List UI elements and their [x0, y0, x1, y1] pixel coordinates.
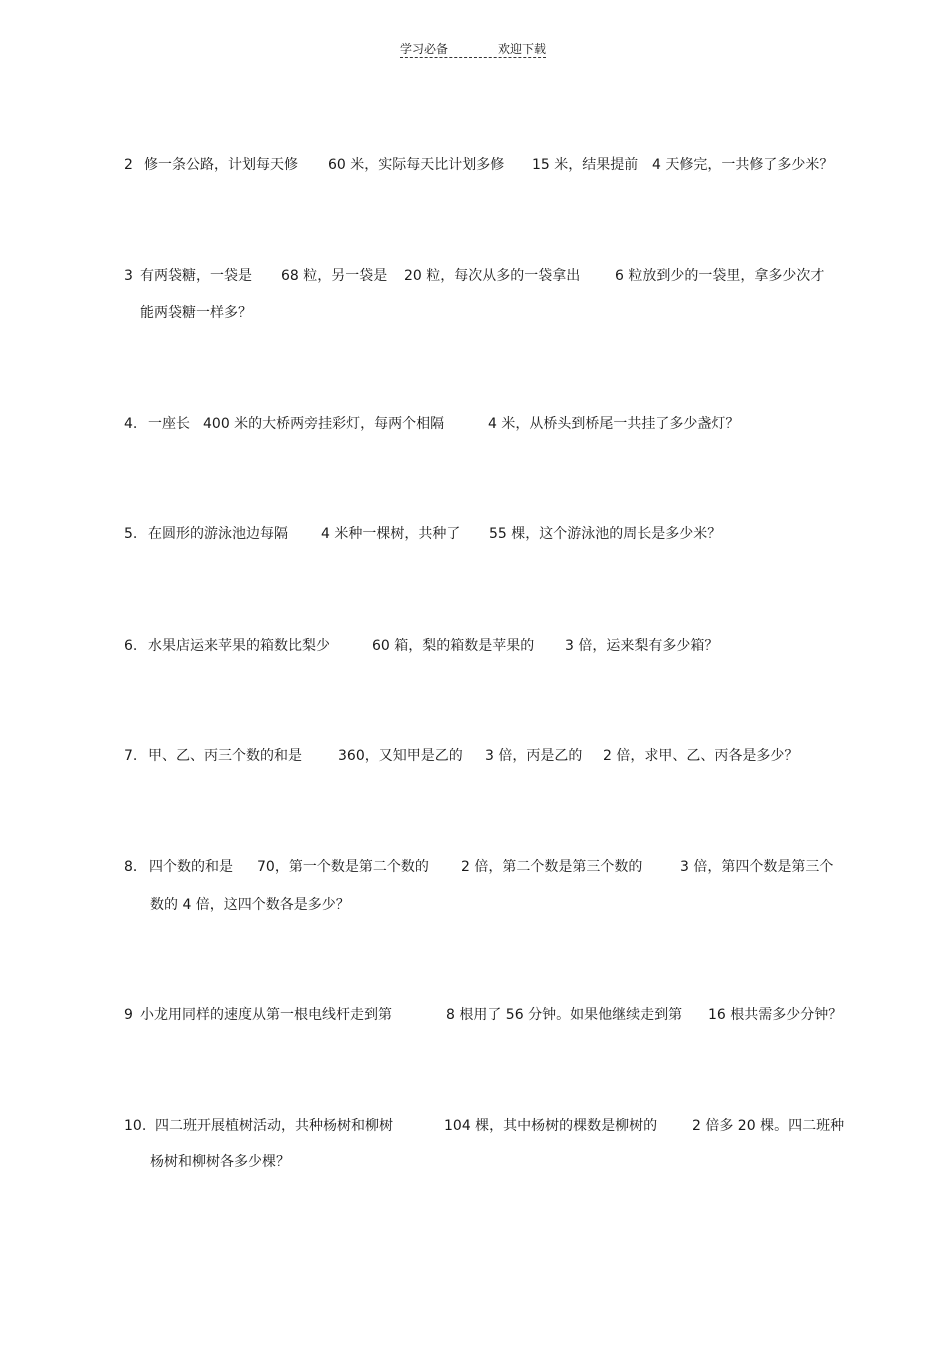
- question-number: 9: [124, 1007, 133, 1023]
- question-number: 4.: [124, 416, 138, 432]
- question-text: 杨树和柳树各多少棵？: [150, 1154, 290, 1170]
- question-number: 8．: [124, 859, 147, 875]
- question-text: 4 天修完，一共修了多少米？: [652, 157, 834, 173]
- question-text: 60 箱，梨的箱数是苹果的: [372, 638, 535, 654]
- question-text: 2 倍，第二个数是第三个数的: [461, 859, 643, 875]
- question-text: 修一条公路，计划每天修: [144, 157, 298, 173]
- question-text: 四二班开展植树活动，共种杨树和柳树: [155, 1118, 393, 1134]
- question-text: 16 根共需多少分钟？: [708, 1007, 843, 1023]
- question-text: 有两袋糖，一袋是: [140, 268, 252, 284]
- page-header: [400, 38, 546, 58]
- question-text: 55 棵，这个游泳池的周长是多少米？: [489, 526, 722, 542]
- question-number: 7.: [124, 748, 138, 764]
- question-text: 甲、乙、丙三个数的和是: [148, 748, 302, 764]
- question-text: 在圆形的游泳池边每隔: [148, 526, 288, 542]
- question-text: 四个数的和是: [149, 859, 233, 875]
- header-right-text: 欢迎下载: [497, 42, 546, 56]
- question-text: 一座长: [148, 416, 190, 432]
- header-left-text: 学习必备: [400, 42, 449, 56]
- question-text: 6 粒放到少的一袋里，拿多少次才: [615, 268, 825, 284]
- question-text: 小龙用同样的速度从第一根电线杆走到第: [140, 1007, 392, 1023]
- question-text: 104 棵，其中杨树的棵数是柳树的: [444, 1118, 658, 1134]
- question-text: 60 米，实际每天比计划多修: [328, 157, 505, 173]
- question-text: 3 倍，运来梨有多少箱？: [565, 638, 719, 654]
- question-text: 能两袋糖一样多？: [140, 305, 252, 321]
- question-text: 2 倍，求甲、乙、丙各是多少？: [603, 748, 799, 764]
- question-number: 3: [124, 268, 133, 284]
- question-number: 5.: [124, 526, 138, 542]
- question-text: 水果店运来苹果的箱数比梨少: [148, 638, 330, 654]
- question-text: 360，又知甲是乙的: [338, 748, 463, 764]
- question-number: 10.: [124, 1118, 147, 1134]
- question-text: 20 粒，每次从多的一袋拿出: [404, 268, 581, 284]
- question-text: 4 米种一棵树，共种了: [321, 526, 461, 542]
- question-text: 2 倍多 20 棵。四二班种: [692, 1118, 845, 1134]
- question-number: 2: [124, 157, 133, 173]
- question-text: 400 米的大桥两旁挂彩灯，每两个相隔: [203, 416, 445, 432]
- question-number: 6.: [124, 638, 138, 654]
- question-text: 3 倍，第四个数是第三个: [680, 859, 834, 875]
- question-text: 70，第一个数是第二个数的: [257, 859, 429, 875]
- question-text: 68 粒，另一袋是: [281, 268, 388, 284]
- question-text: 4 米，从桥头到桥尾一共挂了多少盏灯？: [488, 416, 740, 432]
- question-text: 15 米，结果提前: [532, 157, 639, 173]
- question-text: 3 倍，丙是乙的: [485, 748, 583, 764]
- question-text: 8 根用了 56 分钟。如果他继续走到第: [446, 1007, 683, 1023]
- question-text: 数的 4 倍，这四个数各是多少？: [150, 897, 350, 913]
